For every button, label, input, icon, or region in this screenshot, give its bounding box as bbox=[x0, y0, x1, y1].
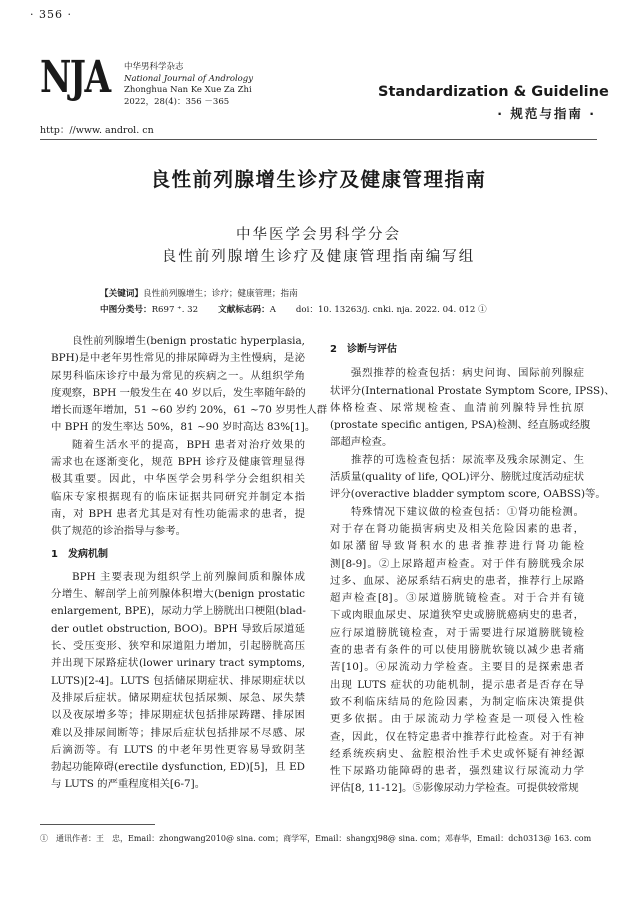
text-line: 对于存在肾功能损害病史及相关危险因素的患者， bbox=[330, 522, 584, 535]
text-line: 需求也在逐渐变化，规范 BPH 诊疗及健康管理显得 bbox=[51, 456, 305, 469]
journal-name-pinyin: Zhonghua Nan Ke Xue Za Zhi bbox=[124, 85, 252, 95]
text-line: 南，对 BPH 患者尤其是对有性功能需求的患者，提 bbox=[51, 507, 305, 520]
journal-logo: NJA bbox=[40, 52, 110, 103]
clc-code: R697 ⁺. 32 bbox=[151, 305, 199, 315]
doi: doi：10. 13263/j. cnki. nja. 2022. 04. 012 ① bbox=[295, 305, 487, 315]
keywords-label: 【关键词】 bbox=[100, 289, 143, 299]
text-line: LUTS)[2-4]。LUTS 包括储尿期症状、排尿期症状以 bbox=[51, 674, 305, 687]
section-title-en: Standardization & Guideline bbox=[378, 84, 609, 100]
text-line: 中 BPH 的发生率达 50%，81 ~90 岁时高达 83%[1]。 bbox=[51, 421, 316, 434]
text-line: BPH)是中老年男性常见的排尿障碍为主性慢病，是泌 bbox=[51, 352, 305, 365]
text-line: 经系统疾病史、盆腔根治性手术史或怀疑有神经源 bbox=[330, 747, 584, 760]
text-line: 良性前列腺增生(benign prostatic hyperplasia, bbox=[72, 335, 305, 347]
journal-info bbox=[124, 62, 253, 108]
text-line: 随着生活水平的提高，BPH 患者对治疗效果的 bbox=[72, 438, 305, 451]
paragraph-intro bbox=[51, 333, 328, 437]
text-line: 体格检查、尿常规检查、血清前列腺特异性抗原 bbox=[330, 401, 584, 414]
text-line: 如尿潴留导致肾积水的患者推荐进行肾功能检 bbox=[330, 540, 584, 553]
text-line: 及排尿后症状。储尿期症状包括尿频、尿急、尿失禁 bbox=[51, 691, 305, 704]
paragraph-background bbox=[51, 437, 305, 541]
classification-line bbox=[100, 303, 487, 315]
text-line: 致不利临床结局的危险因素，为制定临床决策提供 bbox=[330, 695, 584, 708]
text-line: 以及夜尿增多等；排尿期症状包括排尿踌躇、排尿困 bbox=[51, 709, 305, 722]
text-line: BPH 主要表现为组织学上前列腺间质和腺体成 bbox=[72, 570, 305, 583]
text-line: 评估[8, 11-12]。⑤影像尿动力学检查。可提供较常规 bbox=[330, 782, 579, 795]
journal-url: http：//www. androl. cn bbox=[40, 125, 154, 136]
author-society: 中华医学会男科学分会 bbox=[236, 227, 401, 243]
text-line: 测[8-9]。②上尿路超声检查。对于伴有膀胱残余尿 bbox=[330, 557, 584, 570]
keywords-line bbox=[100, 287, 298, 299]
text-line: 度观察，BPH 一般发生在 40 岁以后，发生率随年龄的 bbox=[51, 386, 306, 399]
doc-code-label: 文献标志码： bbox=[218, 305, 270, 315]
keywords: 良性前列腺增生；诊疗；健康管理；指南 bbox=[142, 289, 298, 299]
text-line: 后滴沥等。有 LUTS 的中老年男性更容易导致阴茎 bbox=[51, 743, 305, 756]
paragraph-special-tests bbox=[330, 504, 584, 798]
text-line: 活质量(quality of life, QOL)评分、膀胱过度活动症状 bbox=[330, 471, 584, 484]
text-line: 尿男科临床诊疗中最为常见的疾病之一。从组织学角 bbox=[51, 369, 305, 382]
text-line: 苦[10]。④尿流动力学检查。主要目的是探索患者 bbox=[330, 661, 584, 674]
text-line: 应行尿道膀胱镜检查，对于需要进行尿道膀胱镜检 bbox=[330, 626, 584, 639]
text-line: 特殊情况下建议做的检查包括：①肾功能检测。 bbox=[351, 505, 584, 518]
paragraph-recommended-tests bbox=[330, 365, 615, 451]
text-line: 供了规范的诊治指导与参考。 bbox=[51, 525, 187, 538]
text-line: 下或肉眼血尿史、尿道狭窄史或膀胱癌病史的患者， bbox=[330, 609, 584, 622]
text-line: 状评分(International Prostate Symptom Score, IPSS)、 bbox=[330, 384, 615, 397]
right-column bbox=[330, 341, 615, 798]
page-number: · 356 · bbox=[30, 8, 72, 21]
text-line: 超声检查[8]。③尿道膀胱镜检查。对于合并有镜 bbox=[330, 592, 584, 605]
text-line: 过多、血尿、泌尿系结石病史的患者，推荐行上尿路 bbox=[330, 574, 584, 587]
header-divider bbox=[40, 139, 597, 140]
text-line: 极其重要。因此，中华医学会男科学分会组织相关 bbox=[51, 473, 305, 486]
text-line: 临床专家根据现有的临床证据共同研究并制定本指 bbox=[51, 490, 305, 503]
text-line: 强烈推荐的检查包括：病史问询、国际前列腺症 bbox=[351, 367, 584, 380]
text-line: 查，因此，仅在特定患者中推荐行此检查。对于有神 bbox=[330, 730, 584, 743]
text-line: 部超声检查。 bbox=[330, 436, 393, 449]
text-line: 更多依据。由于尿流动力学检查是一项侵入性检 bbox=[330, 713, 584, 726]
text-line: 出现 LUTS 症状的功能机制，提示患者是否存在导 bbox=[330, 678, 584, 691]
author-group: 良性前列腺增生诊疗及健康管理指南编写组 bbox=[161, 249, 476, 265]
doc-code: A bbox=[269, 305, 276, 315]
text-line: 难以及排尿间断等；排尿后症状包括排尿不尽感、尿 bbox=[51, 726, 305, 739]
footnote-divider bbox=[40, 824, 155, 825]
section-heading-diagnosis: 2 诊断与评估 bbox=[330, 344, 397, 355]
text-line: der outlet obstruction, BOO)。BPH 导致后尿道延 bbox=[51, 622, 305, 635]
text-line: 长、受压变形、狭窄和尿道阻力增加，引起膀胱高压 bbox=[51, 640, 305, 653]
text-line: (prostate specific antigen, PSA)检测、经直肠或经腹 bbox=[330, 419, 591, 432]
text-line: 增长而逐年增加，51 ~60 岁约 20%，61 ~70 岁男性人群 bbox=[51, 404, 328, 417]
text-line: 勃起功能障碍(erectile dysfunction, ED)[5]，且 ED bbox=[51, 761, 305, 774]
text-line: enlargement, BPE)，尿动力学上膀胱出口梗阻(blad- bbox=[51, 605, 306, 618]
text-line: 分增生、解剖学上前列腺体积增大(benign prostatic bbox=[51, 588, 305, 601]
journal-name-zh: 中华男科学杂志 bbox=[124, 62, 184, 72]
article-title: 良性前列腺增生诊疗及健康管理指南 bbox=[150, 168, 487, 191]
clc-label: 中图分类号： bbox=[100, 305, 152, 315]
footnote-corresponding-authors: ① 通讯作者：王 忠，Email：zhongwang2010@ sina. com；商学军，Email：shangxj98@ sina. com；邓春华，Email：dch0313@ 163. com bbox=[40, 834, 592, 843]
text-line: 并出现下尿路症状(lower urinary tract symptoms, bbox=[51, 657, 305, 670]
text-line: 与 LUTS 的严重程度相关[6-7]。 bbox=[51, 778, 206, 791]
text-line: 评分(overactive bladder symptom score, OABSS)等。 bbox=[330, 488, 606, 501]
paragraph-pathogenesis bbox=[51, 569, 305, 794]
journal-issue: 2022，28(4)：356 －365 bbox=[124, 96, 230, 107]
text-line: 性下尿路功能障碍的患者，强烈建议行尿流动力学 bbox=[330, 765, 584, 778]
text-line: 查的患者有条件的可以使用膀胱软镜以减少患者痛 bbox=[330, 644, 584, 657]
section-title-zh: · 规范与指南 · bbox=[497, 106, 596, 121]
paragraph-optional-tests bbox=[330, 452, 606, 504]
section-heading-pathogenesis: 1 发病机制 bbox=[51, 548, 108, 560]
left-column bbox=[51, 333, 328, 794]
journal-name-en: National Journal of Andrology bbox=[124, 73, 254, 84]
text-line: 推荐的可选检查包括：尿流率及残余尿测定、生 bbox=[351, 453, 584, 466]
